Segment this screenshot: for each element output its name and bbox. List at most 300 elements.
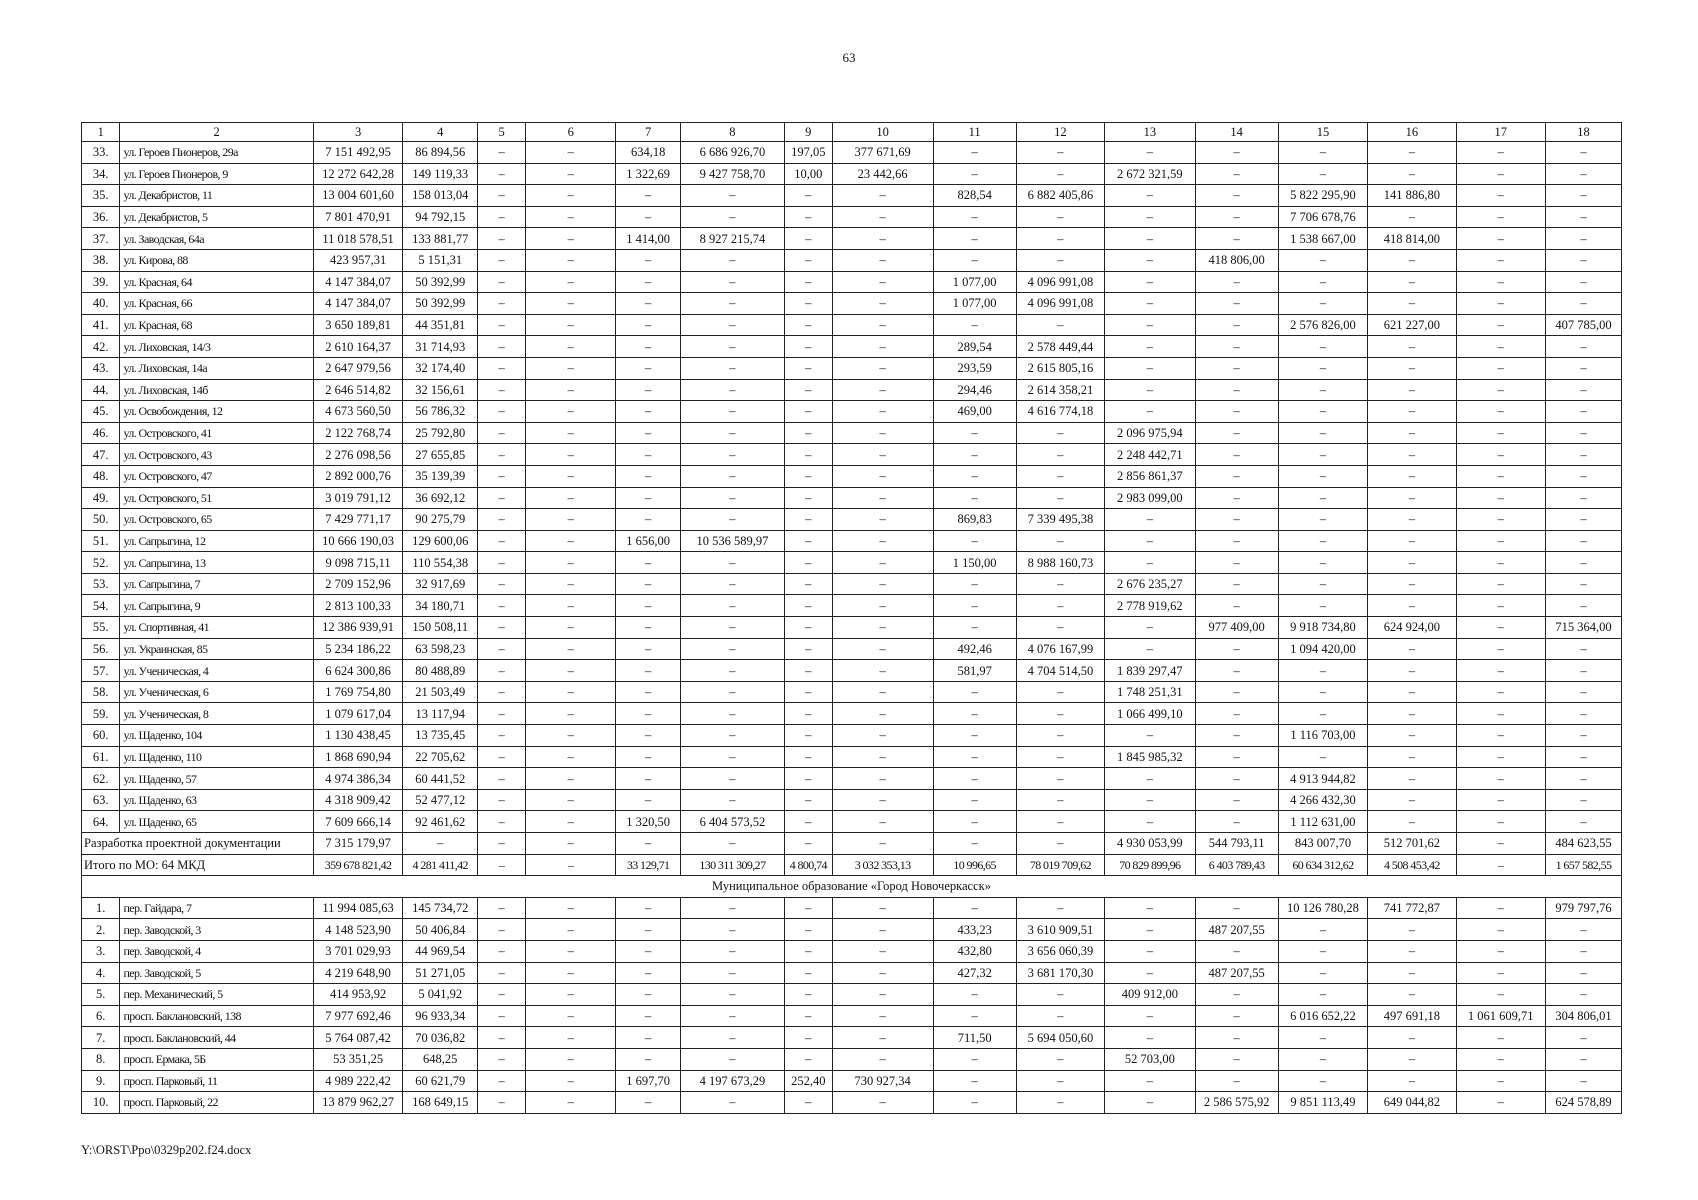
address-cell: ул. Украинская, 85 [120, 638, 313, 660]
row-number-cell: 56. [82, 638, 120, 660]
value-cell: – [1278, 336, 1367, 358]
value-cell: – [832, 746, 933, 768]
value-cell: 60 621,79 [403, 1070, 478, 1092]
value-cell: – [832, 465, 933, 487]
value-cell: – [784, 1048, 832, 1070]
value-cell: – [478, 725, 526, 747]
row-number-cell: 36. [82, 206, 120, 228]
value-cell: – [478, 573, 526, 595]
value-cell: – [1545, 142, 1621, 164]
value-cell: – [1195, 314, 1278, 336]
value-cell: – [1456, 897, 1545, 919]
value-cell: – [616, 422, 680, 444]
value-cell: – [784, 681, 832, 703]
value-cell: 1 061 609,71 [1456, 1005, 1545, 1027]
value-cell: – [784, 465, 832, 487]
value-cell: – [680, 789, 784, 811]
value-cell: – [1278, 746, 1367, 768]
value-cell: 423 957,31 [313, 249, 402, 271]
value-cell: – [616, 595, 680, 617]
value-cell: 32 156,61 [403, 379, 478, 401]
value-cell: 3 681 170,30 [1016, 962, 1104, 984]
value-cell: – [784, 336, 832, 358]
value-cell: – [1545, 249, 1621, 271]
value-cell: – [478, 271, 526, 293]
value-cell: – [1105, 1070, 1195, 1092]
value-cell: – [1456, 638, 1545, 660]
total-row [82, 854, 1622, 876]
table-row [82, 185, 1622, 207]
value-cell: 130 311 309,27 [680, 854, 784, 876]
value-cell: – [1545, 725, 1621, 747]
value-cell: – [616, 984, 680, 1006]
value-cell: – [1195, 401, 1278, 423]
value-cell: – [1368, 1070, 1456, 1092]
value-cell: 2 646 514,82 [313, 379, 402, 401]
value-cell: – [1278, 681, 1367, 703]
value-cell: – [1368, 249, 1456, 271]
row-number-cell: 33. [82, 142, 120, 164]
value-cell: – [1545, 206, 1621, 228]
address-cell: пер. Гайдара, 7 [120, 897, 313, 919]
value-cell: 427,32 [933, 962, 1016, 984]
row-number-cell: 35. [82, 185, 120, 207]
value-cell: – [525, 422, 615, 444]
value-cell: – [1195, 142, 1278, 164]
value-cell: 6 686 926,70 [680, 142, 784, 164]
value-cell: – [1456, 833, 1545, 855]
value-cell: – [1195, 1005, 1278, 1027]
value-cell: – [832, 271, 933, 293]
value-cell: 648,25 [403, 1048, 478, 1070]
value-cell: 621 227,00 [1368, 314, 1456, 336]
value-cell: – [1105, 142, 1195, 164]
value-cell: – [616, 249, 680, 271]
value-cell: – [1456, 1092, 1545, 1114]
row-number-cell: 5. [82, 984, 120, 1006]
value-cell: – [1195, 638, 1278, 660]
value-cell: 433,23 [933, 919, 1016, 941]
value-cell: – [1195, 379, 1278, 401]
table-row [82, 660, 1622, 682]
value-cell: 13 004 601,60 [313, 185, 402, 207]
value-cell: – [680, 1092, 784, 1114]
value-cell: – [1195, 746, 1278, 768]
value-cell: 7 801 470,91 [313, 206, 402, 228]
value-cell: – [1456, 789, 1545, 811]
value-cell: – [525, 811, 615, 833]
value-cell: – [784, 249, 832, 271]
value-cell: 35 139,39 [403, 465, 478, 487]
value-cell: 22 705,62 [403, 746, 478, 768]
value-cell: – [1278, 271, 1367, 293]
value-cell: – [616, 401, 680, 423]
row-number-cell: 45. [82, 401, 120, 423]
column-header: 13 [1105, 123, 1195, 142]
value-cell: 2 586 575,92 [1195, 1092, 1278, 1114]
value-cell: – [478, 1070, 526, 1092]
value-cell: – [616, 746, 680, 768]
page-number: 63 [842, 50, 856, 65]
value-cell: – [1105, 293, 1195, 315]
address-cell: просп. Парковый, 22 [120, 1092, 313, 1114]
value-cell: – [1545, 293, 1621, 315]
value-cell: – [1195, 1048, 1278, 1070]
value-cell: – [1545, 595, 1621, 617]
value-cell: – [1278, 940, 1367, 962]
row-number-cell: 9. [82, 1070, 120, 1092]
value-cell: – [478, 314, 526, 336]
value-cell: – [1195, 703, 1278, 725]
value-cell: – [616, 314, 680, 336]
value-cell: – [1016, 984, 1104, 1006]
value-cell: 2 248 442,71 [1105, 444, 1195, 466]
table-row [82, 401, 1622, 423]
value-cell: – [832, 379, 933, 401]
table-row [82, 984, 1622, 1006]
value-cell: 4 673 560,50 [313, 401, 402, 423]
value-cell: – [1195, 271, 1278, 293]
value-cell: 4 989 222,42 [313, 1070, 402, 1092]
value-cell: – [680, 293, 784, 315]
address-cell: просп. Парковый, 11 [120, 1070, 313, 1092]
value-cell: – [1105, 617, 1195, 639]
value-cell: – [680, 509, 784, 531]
value-cell: 7 339 495,38 [1016, 509, 1104, 531]
value-cell: – [478, 142, 526, 164]
value-cell: – [1195, 984, 1278, 1006]
value-cell: 51 271,05 [403, 962, 478, 984]
row-number-cell: 4. [82, 962, 120, 984]
value-cell: – [478, 422, 526, 444]
value-cell: 52 477,12 [403, 789, 478, 811]
value-cell: – [1016, 163, 1104, 185]
value-cell: 2 672 321,59 [1105, 163, 1195, 185]
value-cell: 7 315 179,97 [313, 833, 402, 855]
value-cell: – [784, 379, 832, 401]
row-number-cell: 52. [82, 552, 120, 574]
row-number-cell: 48. [82, 465, 120, 487]
value-cell: – [1456, 768, 1545, 790]
value-cell: – [525, 833, 615, 855]
value-cell: – [1105, 1027, 1195, 1049]
value-cell: – [1195, 163, 1278, 185]
value-cell: 12 272 642,28 [313, 163, 402, 185]
value-cell: – [1105, 638, 1195, 660]
table-row [82, 422, 1622, 444]
table-row [82, 206, 1622, 228]
value-cell: – [1195, 940, 1278, 962]
value-cell: – [1278, 487, 1367, 509]
value-cell: – [680, 185, 784, 207]
table-row [82, 336, 1622, 358]
value-cell: – [616, 1027, 680, 1049]
design-row [82, 833, 1622, 855]
value-cell: – [1368, 530, 1456, 552]
value-cell: – [478, 768, 526, 790]
address-cell: ул. Освобождения, 12 [120, 401, 313, 423]
value-cell: 44 351,81 [403, 314, 478, 336]
value-cell: – [1545, 379, 1621, 401]
value-cell: – [680, 833, 784, 855]
address-cell: пер. Механический, 5 [120, 984, 313, 1006]
value-cell: – [616, 897, 680, 919]
value-cell: – [832, 725, 933, 747]
value-cell: – [784, 185, 832, 207]
value-cell: – [933, 897, 1016, 919]
row-number-cell: 37. [82, 228, 120, 250]
value-cell: 5 694 050,60 [1016, 1027, 1104, 1049]
value-cell: – [1195, 444, 1278, 466]
value-cell: – [680, 314, 784, 336]
value-cell: – [1105, 725, 1195, 747]
value-cell: – [1016, 487, 1104, 509]
value-cell: – [1456, 919, 1545, 941]
value-cell: – [1195, 660, 1278, 682]
value-cell: – [478, 919, 526, 941]
value-cell: – [832, 573, 933, 595]
value-cell: – [784, 595, 832, 617]
value-cell: – [1195, 228, 1278, 250]
value-cell: 6 403 789,43 [1195, 854, 1278, 876]
value-cell: – [1016, 142, 1104, 164]
row-number-cell: 54. [82, 595, 120, 617]
value-cell: 1 538 667,00 [1278, 228, 1367, 250]
value-cell: 1 094 420,00 [1278, 638, 1367, 660]
value-cell: – [1016, 444, 1104, 466]
value-cell: – [478, 833, 526, 855]
value-cell: – [933, 444, 1016, 466]
value-cell: 197,05 [784, 142, 832, 164]
value-cell: – [1368, 962, 1456, 984]
value-cell: 869,83 [933, 509, 1016, 531]
value-cell: – [1278, 422, 1367, 444]
table-row [82, 487, 1622, 509]
address-cell: просп. Баклановский, 138 [120, 1005, 313, 1027]
value-cell: – [1105, 768, 1195, 790]
value-cell: – [784, 509, 832, 531]
value-cell: – [1105, 789, 1195, 811]
value-cell: 624 924,00 [1368, 617, 1456, 639]
value-cell: – [1545, 509, 1621, 531]
value-cell: – [525, 789, 615, 811]
value-cell: 110 554,38 [403, 552, 478, 574]
value-cell: – [784, 357, 832, 379]
value-cell: – [933, 833, 1016, 855]
value-cell: 4 800,74 [784, 854, 832, 876]
value-cell: – [784, 1027, 832, 1049]
value-cell: – [1545, 228, 1621, 250]
address-cell: ул. Красная, 66 [120, 293, 313, 315]
value-cell: – [1368, 725, 1456, 747]
value-cell: – [1105, 271, 1195, 293]
value-cell: – [616, 962, 680, 984]
value-cell: – [525, 249, 615, 271]
value-cell: – [784, 206, 832, 228]
value-cell: 487 207,55 [1195, 962, 1278, 984]
column-header: 16 [1368, 123, 1456, 142]
value-cell: – [680, 465, 784, 487]
row-number-cell: 51. [82, 530, 120, 552]
value-cell: – [478, 638, 526, 660]
address-cell: ул. Островского, 65 [120, 509, 313, 531]
value-cell: – [1016, 595, 1104, 617]
value-cell: – [784, 725, 832, 747]
value-cell: – [1195, 1027, 1278, 1049]
row-number-cell: 60. [82, 725, 120, 747]
value-cell: 78 019 709,62 [1016, 854, 1104, 876]
value-cell: 293,59 [933, 357, 1016, 379]
value-cell: – [1368, 919, 1456, 941]
row-number-cell: 1. [82, 897, 120, 919]
value-cell: – [1456, 595, 1545, 617]
value-cell: – [478, 228, 526, 250]
value-cell: – [616, 206, 680, 228]
value-cell: – [933, 1070, 1016, 1092]
column-header: 8 [680, 123, 784, 142]
value-cell: – [616, 293, 680, 315]
value-cell: – [525, 142, 615, 164]
value-cell: – [1456, 249, 1545, 271]
value-cell: – [1195, 681, 1278, 703]
value-cell: 60 634 312,62 [1278, 854, 1367, 876]
value-cell: 252,40 [784, 1070, 832, 1092]
value-cell: – [478, 962, 526, 984]
value-cell: 70 036,82 [403, 1027, 478, 1049]
table-body [82, 123, 1622, 1114]
value-cell: – [1368, 509, 1456, 531]
value-cell: 133 881,77 [403, 228, 478, 250]
value-cell: – [616, 1092, 680, 1114]
value-cell: – [1456, 660, 1545, 682]
value-cell: – [1278, 660, 1367, 682]
value-cell: – [616, 768, 680, 790]
value-cell: – [616, 185, 680, 207]
row-number-cell: 53. [82, 573, 120, 595]
value-cell: 2 813 100,33 [313, 595, 402, 617]
value-cell: – [1195, 573, 1278, 595]
value-cell: – [933, 725, 1016, 747]
table-row [82, 919, 1622, 941]
value-cell: – [1195, 530, 1278, 552]
value-cell: – [1456, 465, 1545, 487]
value-cell: – [1278, 1027, 1367, 1049]
value-cell: – [1545, 789, 1621, 811]
value-cell: – [933, 811, 1016, 833]
value-cell: 1 112 631,00 [1278, 811, 1367, 833]
value-cell: 544 793,11 [1195, 833, 1278, 855]
row-number-cell: 62. [82, 768, 120, 790]
value-cell: – [1368, 293, 1456, 315]
value-cell: 141 886,80 [1368, 185, 1456, 207]
value-cell: 9 098 715,11 [313, 552, 402, 574]
value-cell: – [1368, 465, 1456, 487]
column-header: 6 [525, 123, 615, 142]
value-cell: – [525, 962, 615, 984]
value-cell: – [1278, 509, 1367, 531]
value-cell: – [832, 789, 933, 811]
value-cell: – [525, 271, 615, 293]
value-cell: – [1278, 163, 1367, 185]
value-cell: – [1456, 854, 1545, 876]
value-cell: – [525, 919, 615, 941]
value-cell: – [832, 1048, 933, 1070]
value-cell: – [478, 509, 526, 531]
value-cell: – [1368, 422, 1456, 444]
value-cell: – [525, 940, 615, 962]
address-cell: ул. Заводская, 64а [120, 228, 313, 250]
value-cell: – [616, 573, 680, 595]
value-cell: – [1456, 487, 1545, 509]
value-cell: – [1016, 703, 1104, 725]
value-cell: – [1368, 336, 1456, 358]
value-cell: – [616, 509, 680, 531]
address-cell: ул. Красная, 68 [120, 314, 313, 336]
value-cell: 6 016 652,22 [1278, 1005, 1367, 1027]
value-cell: – [1195, 336, 1278, 358]
address-cell: просп. Баклановский, 44 [120, 1027, 313, 1049]
value-cell: – [832, 552, 933, 574]
column-header: 12 [1016, 123, 1104, 142]
value-cell: 634,18 [616, 142, 680, 164]
value-cell: 27 655,85 [403, 444, 478, 466]
table-row [82, 595, 1622, 617]
value-cell: – [1105, 919, 1195, 941]
value-cell: – [1105, 336, 1195, 358]
value-cell: – [1545, 357, 1621, 379]
value-cell: – [1456, 703, 1545, 725]
value-cell: 289,54 [933, 336, 1016, 358]
value-cell: – [525, 401, 615, 423]
value-cell: – [680, 379, 784, 401]
value-cell: – [1545, 163, 1621, 185]
value-cell: – [1368, 681, 1456, 703]
value-cell: 4 096 991,08 [1016, 293, 1104, 315]
value-cell: – [1278, 530, 1367, 552]
value-cell: – [1016, 573, 1104, 595]
value-cell: 977 409,00 [1195, 617, 1278, 639]
table-row [82, 962, 1622, 984]
value-cell: – [1278, 595, 1367, 617]
table-row [82, 379, 1622, 401]
value-cell: – [1278, 962, 1367, 984]
value-cell: – [1016, 1005, 1104, 1027]
value-cell: – [1456, 185, 1545, 207]
column-header: 7 [616, 123, 680, 142]
value-cell: – [1368, 379, 1456, 401]
value-cell: 52 703,00 [1105, 1048, 1195, 1070]
value-cell: – [832, 487, 933, 509]
value-cell: – [616, 487, 680, 509]
value-cell: 711,50 [933, 1027, 1016, 1049]
table-row [82, 1005, 1622, 1027]
address-cell: пер. Заводской, 4 [120, 940, 313, 962]
value-cell: 715 364,00 [1545, 617, 1621, 639]
value-cell: – [1195, 293, 1278, 315]
value-cell: – [1545, 984, 1621, 1006]
value-cell: 414 953,92 [313, 984, 402, 1006]
value-cell: 7 429 771,17 [313, 509, 402, 531]
value-cell: – [1195, 789, 1278, 811]
value-cell: – [832, 940, 933, 962]
value-cell: – [1545, 185, 1621, 207]
value-cell: 33 129,71 [616, 854, 680, 876]
value-cell: 4 219 648,90 [313, 962, 402, 984]
value-cell: 63 598,23 [403, 638, 478, 660]
value-cell: – [784, 228, 832, 250]
value-cell: – [1368, 703, 1456, 725]
value-cell: – [680, 962, 784, 984]
